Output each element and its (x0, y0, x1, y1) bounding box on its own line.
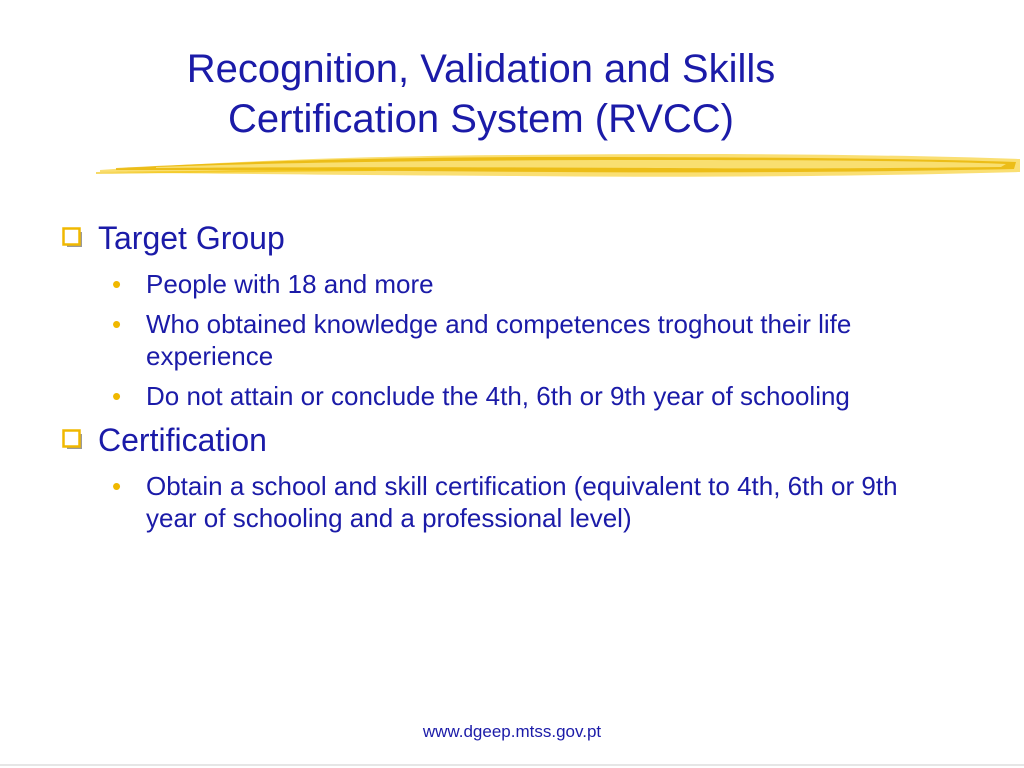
bullet-list (62, 470, 992, 534)
slide-title-line-2: Certification System (RVCC) (227, 97, 735, 141)
list-item (62, 268, 946, 300)
checkbox-square-icon (62, 216, 98, 260)
bullet-dot-icon: • (112, 309, 122, 339)
checkbox-square-icon (62, 418, 98, 462)
section-target-group (62, 216, 992, 412)
section-heading: Certification (98, 422, 267, 458)
slide-content (62, 216, 992, 534)
list-item (62, 308, 946, 372)
bullet-dot-icon: • (112, 471, 122, 501)
list-item-text: Who obtained knowledge and competences troghout their life experience (146, 309, 852, 371)
section-certification (62, 418, 992, 534)
list-item-text: People with 18 and more (146, 269, 434, 299)
footer-url: www.dgeep.mtss.gov.pt (422, 722, 602, 741)
section-heading: Target Group (98, 220, 285, 256)
bullet-dot-icon: • (112, 269, 122, 299)
list-item (62, 380, 946, 412)
yellow-brush-stroke (96, 148, 1024, 184)
bullet-list (62, 268, 992, 412)
section-heading-row (62, 216, 992, 260)
list-item-text: Obtain a school and skill certification (equivalent to 4th, 6th or 9th year of schooling and a professional level) (146, 471, 898, 533)
slide-title (0, 44, 962, 144)
list-item-text: Do not attain or conclude the 4th, 6th or 9th year of schooling (146, 381, 850, 411)
list-item (62, 470, 946, 534)
bullet-dot-icon: • (112, 381, 122, 411)
section-heading-row (62, 418, 992, 462)
bottom-divider (0, 764, 1024, 766)
slide-title-line-1: Recognition, Validation and Skills (186, 47, 776, 91)
